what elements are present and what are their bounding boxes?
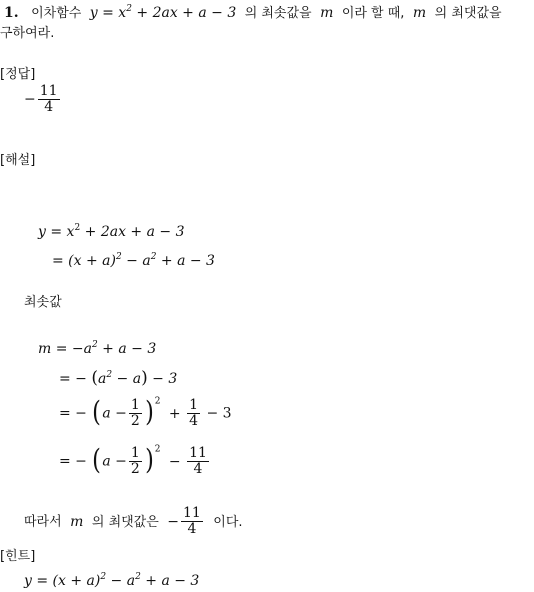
question-number: 1. [4,5,19,21]
question-text: 이차함수 [31,6,82,21]
fraction: $\frac{1}{2}$ [130,445,140,477]
solution-m-2: = − $(a^2 - a) - 3$ [59,368,178,388]
solution-m-3: = − (a − $\frac{1}{2}$ )$^2$ + $\frac{1}{4}$ − 3 [59,394,232,429]
hint-equation: $y = (x + a)^2 - a^2 + a - 3$ [24,572,200,589]
answer-value: − $\frac{11}{4}$ [24,83,58,115]
variable-m: m [320,5,334,21]
min-value-label: 최솟값 [24,295,62,310]
solution-m-1: $m = -a^2 + a - 3$ [38,340,157,357]
answer-fraction: $\frac{11}{4}$ [39,83,58,115]
conclusion: 따라서 m 의 최댓값은 − $\frac{11}{4}$ 이다. [24,505,243,537]
question-line-2: 구하여라. [0,26,55,41]
question-line-1 [4,4,502,23]
solution-eq-1: $y = x^2 + 2ax + a - 3$ [38,223,185,240]
answer-label: [정답] [0,67,36,82]
fraction: $\frac{11}{4}$ [183,505,201,537]
fraction: $\frac{1}{2}$ [130,397,140,429]
question-text: 의 최솟값을 [244,6,312,21]
solution-m-4: = − (a − $\frac{1}{2}$ )$^2$ − $\frac{11}{4}$ [59,442,207,477]
hint-label: [힌트] [0,549,36,564]
fraction: $\frac{1}{4}$ [189,397,198,429]
equation: $y = x^2 + 2ax + a - 3$ [89,4,237,21]
question-text: 이라 할 때, [341,6,405,21]
variable-m: m [412,5,427,21]
solution-eq-2: = $(x + a)^2 - a^2 + a - 3$ [52,252,215,269]
question-text: 의 최댓값을 [434,6,502,21]
fraction: $\frac{11}{4}$ [189,445,207,477]
solution-label: [해설] [0,153,36,168]
